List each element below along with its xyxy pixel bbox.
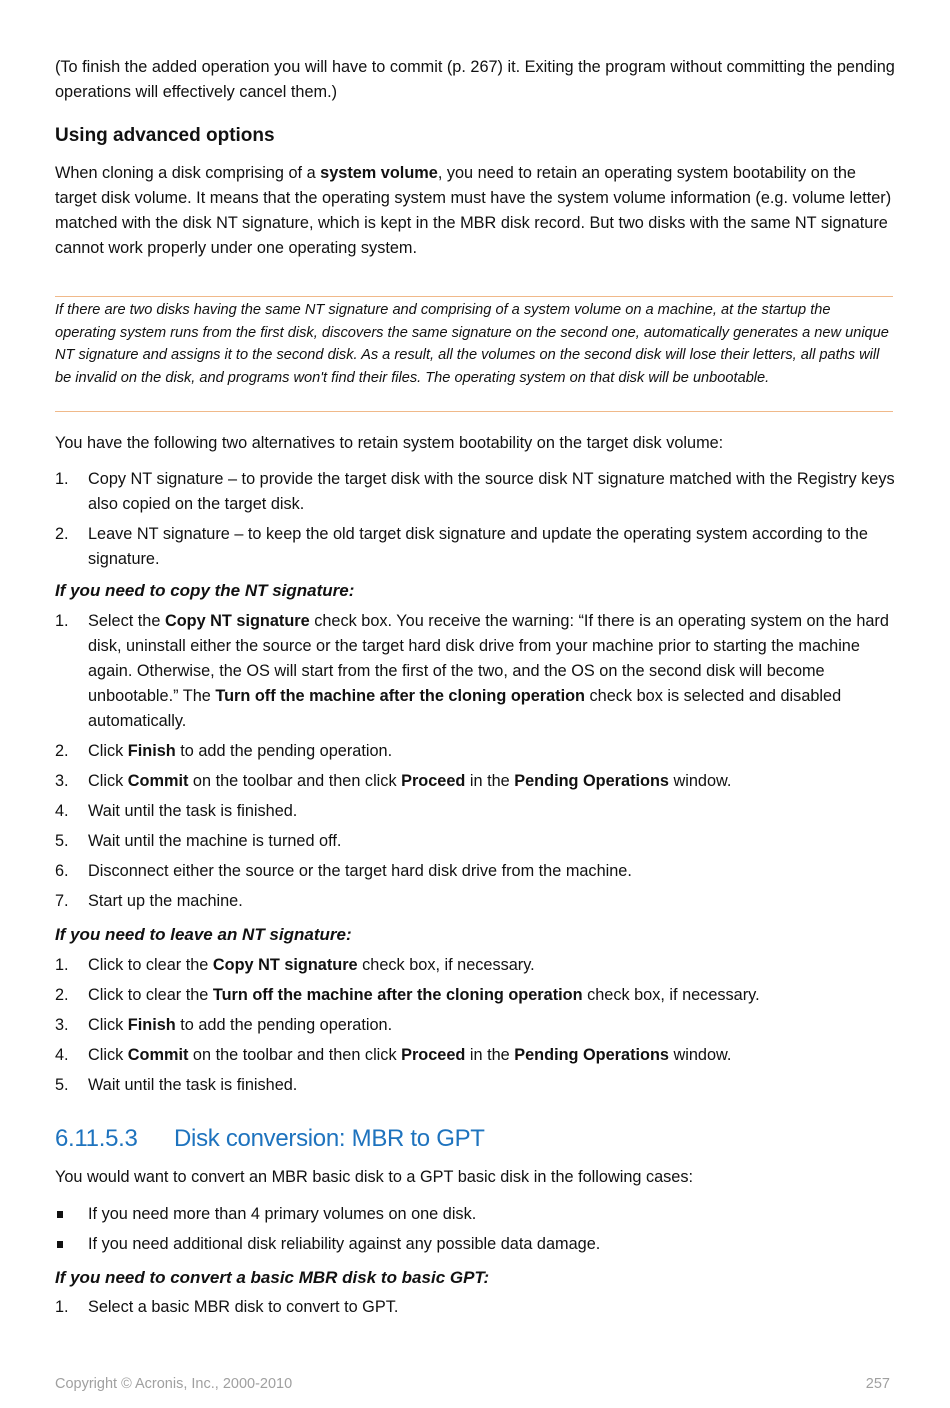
text: window. [668,772,732,790]
section-heading [55,1124,895,1154]
list-item [55,467,895,517]
list-number: 5. [55,832,69,850]
text: Click to clear the [88,986,213,1004]
text: , you need to retain an operating system bootability on the target disk volume. It means that the operating system must have the system volume information (e.g. volume letter) matched with the disk NT signature, which is kept in the MBR disk record. But two disks with the same NT signature cannot work properly under one operating system. [55,164,892,257]
text: You would want to convert an MBR basic disk to a GPT basic disk in the following cases: [55,1168,694,1186]
list-item [55,1043,895,1068]
list-item [55,609,895,734]
list-item-text [88,1046,731,1064]
text: Select the [88,612,165,630]
text: to add the pending operation. [175,1016,393,1034]
list-item-text [88,892,243,910]
list-item-text [88,742,392,760]
square-bullet-icon [57,1241,63,1248]
note-box: If there are two disks having the same NT signature and comprising of a system volume on a machine, at the startup the operating system runs from the first disk, discovers the same signature on the second one, automatically generates a new unique NT signature and assigns it to the second disk. As a result, all the volumes on the second disk will lose their letters, all paths will be invalid on the disk, and programs won't find their files. The operating system on that disk will be unbootable. [55,296,893,412]
convert-steps-list [55,1295,895,1325]
text: Wait until the task is finished. [88,802,298,820]
list-item-text [88,470,895,513]
bold-text: Commit [127,772,189,790]
list-item-text [88,1076,297,1094]
list-number: 2. [55,986,69,1004]
list-item [55,739,895,764]
list-item-text [88,1235,600,1253]
text: on the toolbar and then click [188,1046,402,1064]
heading-leave-nt-signature: If you need to leave an NT signature: [55,925,352,944]
list-item [55,1202,895,1227]
list-item [55,1013,895,1038]
bold-text: Copy NT signature [212,956,358,974]
list-item-text [88,1205,476,1223]
square-bullet-icon [57,1211,63,1218]
list-item-text [88,802,297,820]
list-item [55,889,895,914]
convert-bullets [55,1202,895,1262]
text: Click [88,772,128,790]
list-item-text [88,986,760,1004]
text: Select a basic MBR disk to convert to GPT. [88,1298,399,1316]
text: If you need additional disk reliability against any possible data damage. [88,1235,601,1253]
text: Click [88,742,128,760]
text: check box is selected and disabled automatically. [88,687,842,730]
text: You have the following two alternatives to retain system bootability on the target disk volume: [55,434,724,452]
heading-using-advanced-options: Using advanced options [55,125,275,146]
text: window. [668,1046,732,1064]
heading-copy-nt-signature: If you need to copy the NT signature: [55,581,355,600]
list-number: 1. [55,470,69,488]
list-item [55,769,895,794]
text: Click [88,1016,128,1034]
leave-steps-list [55,953,895,1103]
page-footer [55,1376,890,1392]
bold-text: Finish [127,1016,176,1034]
list-number: 4. [55,802,69,820]
text: on the toolbar and then click [188,772,402,790]
text: When cloning a disk comprising of a [55,164,321,182]
list-item-text [88,956,535,974]
text: check box, if necessary. [357,956,535,974]
bold-text: Pending Operations [514,1046,669,1064]
list-item-text [88,1016,392,1034]
bold-text: Pending Operations [514,772,669,790]
text: Wait until the machine is turned off. [88,832,342,850]
bold-text: Finish [127,742,176,760]
section-number: 6.11.5.3 [55,1125,138,1152]
list-number: 2. [55,742,69,760]
bold-text: Copy NT signature [164,612,310,630]
copyright: Copyright © Acronis, Inc., 2000-2010 [55,1376,293,1392]
bold-text: Proceed [401,772,466,790]
alternatives-paragraph [55,431,895,456]
bold-text: system volume [320,164,438,182]
list-item [55,859,895,884]
text: in the [465,1046,515,1064]
bold-text: Proceed [401,1046,466,1064]
text: Leave NT signature – to keep the old target disk signature and update the operating system according to the signature. [88,525,868,568]
list-item [55,1073,895,1098]
list-item [55,1232,895,1257]
section-title: Disk conversion: MBR to GPT [174,1125,485,1152]
text: Start up the machine. [88,892,243,910]
list-number: 5. [55,1076,69,1094]
page-number: 257 [865,1376,890,1392]
list-number: 3. [55,1016,69,1034]
list-number: 2. [55,525,69,543]
text: Copy NT signature – to provide the target disk with the source disk NT signature matched with the Registry keys also copied on the target disk. [88,470,895,513]
bold-text: Commit [127,1046,189,1064]
text: Disconnect either the source or the target hard disk drive from the machine. [88,862,632,880]
list-item [55,1295,895,1320]
copy-steps-list [55,609,895,919]
text: Click to clear the [88,956,213,974]
list-item-text [88,612,889,730]
text: check box, if necessary. [582,986,760,1004]
list-number: 4. [55,1046,69,1064]
list-item [55,983,895,1008]
list-item-text [88,832,341,850]
intro-paragraph [55,55,895,105]
list-item [55,799,895,824]
convert-paragraph [55,1165,895,1190]
text: check box. You receive the warning: “If there is an operating system on the hard disk, uninstall either the source or the target hard disk drive from your machine prior to starting the machine again. Otherwise, the OS will start from the first of the two, and the OS on the second disk will become unbootable.” The [88,612,889,705]
advanced-paragraph [55,161,895,261]
list-number: 7. [55,892,69,910]
bold-text: Turn off the machine after the cloning operation [212,986,583,1004]
text: Click [88,1046,128,1064]
text: in the [465,772,515,790]
list-number: 1. [55,956,69,974]
list-item [55,829,895,854]
alternatives-list [55,467,895,577]
list-item-text [88,1298,398,1316]
list-item-text [88,862,632,880]
heading-convert-mbr-gpt: If you need to convert a basic MBR disk to basic GPT: [55,1268,490,1287]
text: to add the pending operation. [175,742,393,760]
list-number: 1. [55,1298,69,1316]
text: Wait until the task is finished. [88,1076,298,1094]
bold-text: Turn off the machine after the cloning operation [215,687,586,705]
list-item-text [88,525,868,568]
list-item [55,522,895,572]
list-number: 6. [55,862,69,880]
text: (To finish the added operation you will have to commit (p. 267) it. Exiting the program without committing the pending operations will effectively cancel them.) [55,58,895,101]
list-number: 3. [55,772,69,790]
list-item-text [88,772,731,790]
list-item [55,953,895,978]
list-number: 1. [55,612,69,630]
text: If you need more than 4 primary volumes on one disk. [88,1205,477,1223]
